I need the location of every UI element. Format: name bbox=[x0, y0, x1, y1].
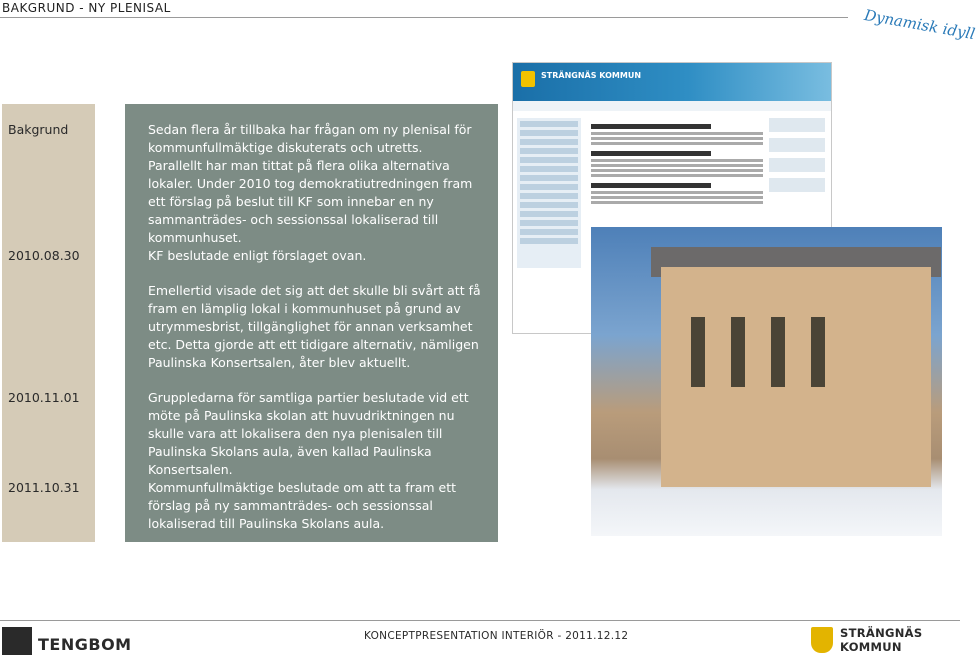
footer-divider bbox=[0, 620, 960, 621]
paragraph-kf-decision: KF beslutade enligt förslaget ovan. bbox=[148, 248, 367, 263]
paragraph-background: Sedan flera år tillbaka har frågan om ny plenisal för kommunfullmäktige diskuterats och utretts. Parallellt har man tittat på flera olika alternativa lokaler. Under 2010 tog demokratiutredningen fram ett förslag på beslut till KF som innebar en ny sammanträdes- och sessionssal lokaliserad till kommunhuset. bbox=[148, 122, 473, 245]
header-divider bbox=[0, 17, 848, 18]
building-window bbox=[771, 317, 785, 387]
timeline-date-2: 2010.11.01 bbox=[8, 390, 80, 405]
paulinska-building-photo bbox=[591, 227, 942, 536]
strangnas-shield-icon bbox=[811, 627, 833, 653]
timeline-date-1: 2010.08.30 bbox=[8, 248, 80, 263]
timeline-date-3: 2011.10.31 bbox=[8, 480, 80, 495]
website-sidebar bbox=[517, 118, 581, 268]
footer-municipality: STRÄNGNÄS KOMMUN bbox=[840, 626, 923, 654]
website-municipality-name: STRÄNGNÄS KOMMUN bbox=[541, 71, 642, 80]
dynamisk-idyll-logo bbox=[848, 0, 976, 48]
website-right-column bbox=[769, 118, 825, 198]
content-panel bbox=[125, 104, 498, 542]
brand-script-text: Dynamisk idyll bbox=[862, 6, 976, 44]
website-banner bbox=[513, 63, 831, 101]
tengbom-logo-icon bbox=[2, 627, 32, 655]
building-window bbox=[731, 317, 745, 387]
footer-company: TENGBOM bbox=[38, 635, 132, 654]
page-title: BAKGRUND - NY PLENISAL bbox=[2, 1, 171, 15]
paragraph-group-leaders: Gruppledarna för samtliga partier beslutade vid ett möte på Paulinska skolan att huvudriktningen nu skulle vara att lokalisera den nya plenisalen till Paulinska Skolans aula, även kallad Paulinska Konsertsalen. bbox=[148, 390, 469, 477]
paragraph-space-issue: Emellertid visade det sig att det skulle bli svårt att få fram en lämplig lokal i kommunhuset på grund av utrymmesbrist, tillgänglighet för annan verksamhet etc. Detta gjorde att ett tidigare alternativ, nämligen Paulinska Konsertsalen, åter blev aktuellt. bbox=[148, 283, 481, 370]
footer-presentation-title: KONCEPTPRESENTATION INTERIÖR - 2011.12.12 bbox=[364, 630, 629, 642]
website-nav-bar bbox=[513, 101, 831, 111]
website-news-column bbox=[591, 118, 763, 206]
building-window bbox=[811, 317, 825, 387]
municipality-shield-icon bbox=[521, 71, 535, 87]
timeline-column bbox=[2, 104, 95, 542]
paragraph-final-decision: Kommunfullmäktige beslutade om att ta fram ett förslag på ny sammanträdes- och sessionssal lokaliserad till Paulinska Skolans aula. bbox=[148, 480, 457, 531]
building-window bbox=[691, 317, 705, 387]
timeline-label-bakgrund: Bakgrund bbox=[8, 122, 69, 137]
